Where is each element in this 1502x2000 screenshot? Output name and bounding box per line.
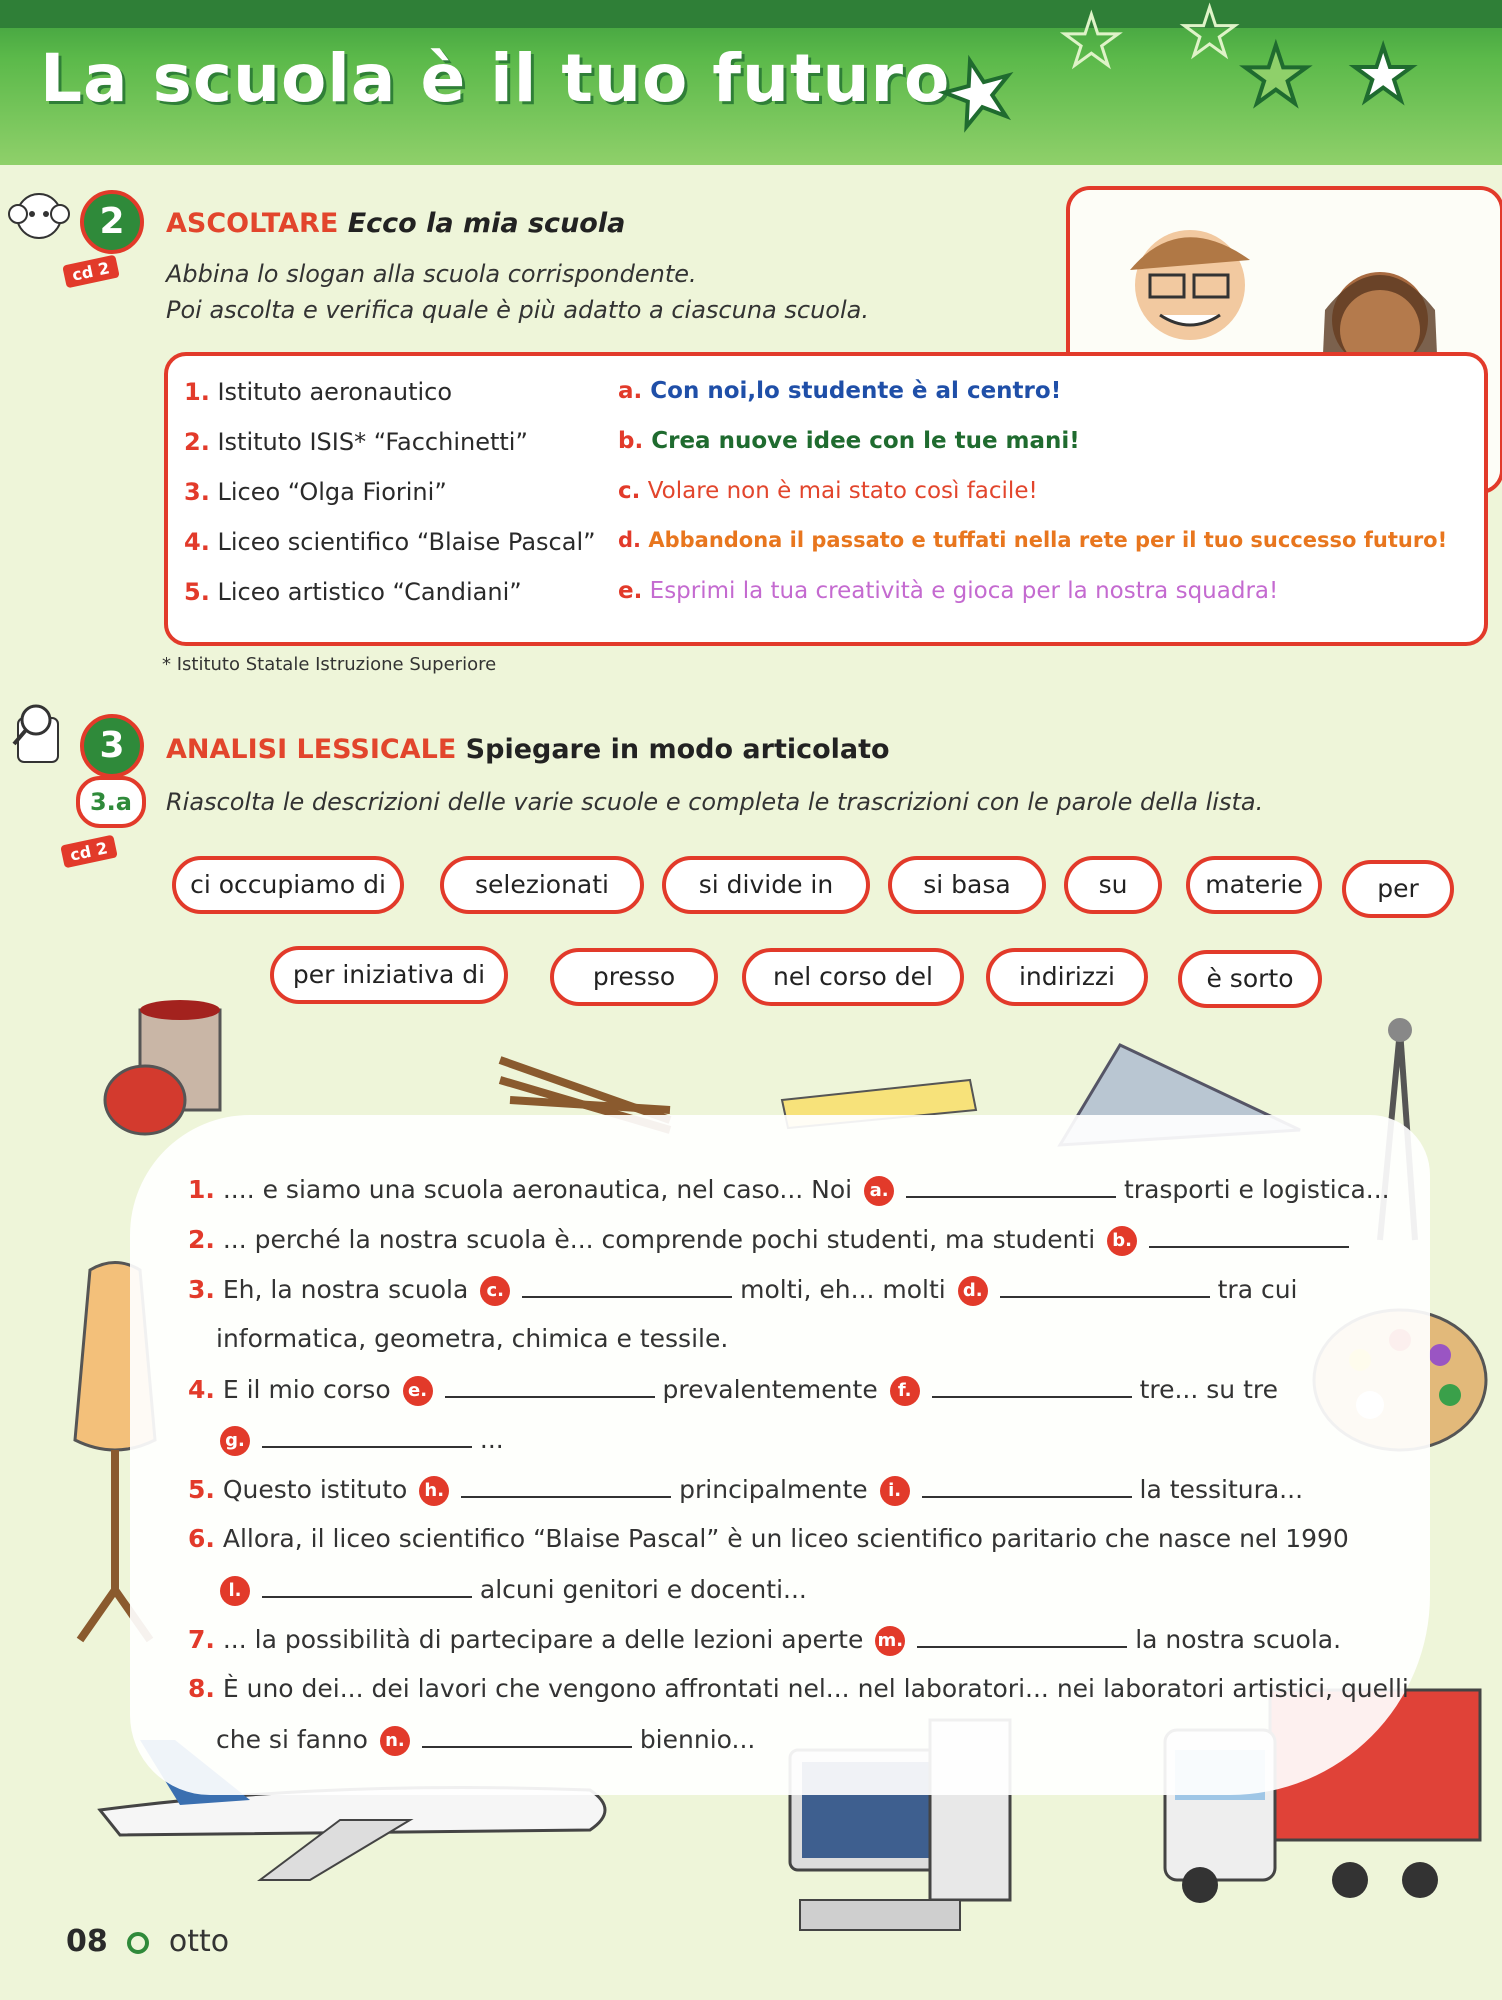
- page-word: otto: [168, 1924, 230, 1959]
- word-chip: nel corso del: [742, 948, 964, 1006]
- star-icon: ★: [928, 34, 1029, 152]
- exercise-heading: [166, 734, 890, 765]
- sentence-line: 5. Questo istituto h. principalmente i. la tessitura...: [188, 1475, 1304, 1504]
- footnote: * Istituto Statale Istruzione Superiore: [162, 654, 497, 675]
- blank-letter-badge: g.: [220, 1426, 250, 1456]
- answer-blank[interactable]: [461, 1474, 671, 1498]
- sentence-line: 2. ... perché la nostra scuola è... comprende pochi studenti, ma studenti b.: [188, 1224, 1349, 1256]
- school-item: 3. Liceo “Olga Fiorini”: [184, 478, 447, 506]
- answer-blank[interactable]: [422, 1724, 632, 1748]
- blank-letter-badge: m.: [875, 1626, 905, 1656]
- star-icon: ★: [1060, 0, 1123, 82]
- page-number: 08: [66, 1924, 108, 1959]
- sentence-line: 7. ... la possibilità di partecipare a delle lezioni aperte m. la nostra scuola.: [188, 1625, 1342, 1654]
- page-title: La scuola è il tuo futuro: [40, 40, 951, 117]
- sentence-line: g. ...: [216, 1424, 504, 1456]
- sentence-line: l. alcuni genitori e docenti...: [216, 1574, 807, 1606]
- listen-icon: [4, 184, 74, 254]
- word-chip: si divide in: [662, 856, 870, 914]
- answer-blank[interactable]: [262, 1574, 472, 1598]
- answer-blank[interactable]: [262, 1424, 472, 1448]
- sentence-line: 3. Eh, la nostra scuola c. molti, eh... molti d. tra cui: [188, 1275, 1298, 1304]
- word-chip: indirizzi: [986, 948, 1148, 1006]
- blank-letter-badge: c.: [480, 1276, 510, 1306]
- word-chip: si basa: [888, 856, 1046, 914]
- bullet-icon: [127, 1932, 149, 1954]
- sentence-line: 8. È uno dei... dei lavori che vengono affrontati nel... nel laboratori... nei laboratori artistici, quelli: [188, 1674, 1409, 1703]
- cd-label: cd 2: [62, 255, 119, 289]
- instruction-line: Poi ascolta e verifica quale è più adatto a ciascuna scuola.: [166, 296, 869, 324]
- word-chip: selezionati: [440, 856, 644, 914]
- cd-label: cd 2: [60, 835, 117, 869]
- star-icon: ★: [1180, 0, 1240, 71]
- word-chip: su: [1064, 856, 1162, 914]
- word-chip: ci occupiamo di: [172, 856, 404, 914]
- blank-letter-badge: l.: [220, 1576, 250, 1606]
- instruction-line: Riascolta le descrizioni delle varie scuole e completa le trascrizioni con le parole della lista.: [166, 788, 1264, 816]
- school-item: 5. Liceo artistico “Candiani”: [184, 578, 522, 606]
- slogan-item: b. Crea nuove idee con le tue mani!: [618, 428, 1080, 454]
- sentence-line: informatica, geometra, chimica e tessile.: [216, 1324, 729, 1353]
- magnifier-icon: [6, 700, 72, 770]
- instruction-line: Abbina lo slogan alla scuola corrispondente.: [166, 260, 697, 288]
- blank-letter-badge: h.: [419, 1476, 449, 1506]
- exercise-title: Spiegare in modo articolato: [465, 734, 890, 765]
- exercise-heading: [166, 208, 625, 239]
- page-footer: [66, 1924, 229, 1959]
- word-chip: presso: [550, 948, 718, 1006]
- exercise-number-badge: 3: [80, 714, 144, 778]
- sentence-line: 1. .... e siamo una scuola aeronautica, nel caso... Noi a. trasporti e logistica...: [188, 1175, 1390, 1204]
- answer-blank[interactable]: [917, 1624, 1127, 1648]
- header-band: [0, 0, 1502, 28]
- blank-letter-badge: a.: [864, 1176, 894, 1206]
- blank-letter-badge: n.: [380, 1726, 410, 1756]
- exercise-number-badge: 2: [80, 190, 144, 254]
- school-item: 1. Istituto aeronautico: [184, 378, 453, 406]
- slogan-item: c. Volare non è mai stato così facile!: [618, 478, 1038, 504]
- answer-blank[interactable]: [932, 1374, 1132, 1398]
- slogan-item: a. Con noi,lo studente è al centro!: [618, 378, 1062, 404]
- sub-exercise-badge: 3.a: [76, 776, 146, 828]
- exercise-label: ANALISI LESSICALE: [166, 734, 457, 765]
- sentence-line: che si fanno n. biennio...: [216, 1725, 756, 1754]
- sentence-line: 4. E il mio corso e. prevalentemente f. tre... su tre: [188, 1375, 1278, 1404]
- answer-blank[interactable]: [1000, 1274, 1210, 1298]
- blank-letter-badge: e.: [403, 1376, 433, 1406]
- star-icon: ★: [1350, 32, 1417, 118]
- blank-letter-badge: d.: [958, 1276, 988, 1306]
- star-icon: ★: [1240, 29, 1312, 122]
- word-chip: per: [1342, 860, 1454, 918]
- sentence-line: 6. Allora, il liceo scientifico “Blaise Pascal” è un liceo scientifico paritario che nasce nel 1990: [188, 1524, 1349, 1553]
- blank-letter-badge: i.: [880, 1476, 910, 1506]
- answer-blank[interactable]: [445, 1374, 655, 1398]
- answer-blank[interactable]: [922, 1474, 1132, 1498]
- answer-blank[interactable]: [522, 1274, 732, 1298]
- exercise-label: ASCOLTARE: [166, 208, 339, 239]
- school-item: 4. Liceo scientifico “Blaise Pascal”: [184, 528, 596, 556]
- school-item: 2. Istituto ISIS* “Facchinetti”: [184, 428, 528, 456]
- slogan-item: e. Esprimi la tua creatività e gioca per la nostra squadra!: [618, 578, 1279, 604]
- answer-blank[interactable]: [906, 1174, 1116, 1198]
- word-chip: materie: [1186, 856, 1322, 914]
- word-chip: è sorto: [1178, 950, 1322, 1008]
- exercise-title: Ecco la mia scuola: [347, 208, 626, 239]
- blank-letter-badge: b.: [1107, 1226, 1137, 1256]
- word-chip: per iniziativa di: [270, 946, 508, 1004]
- blank-letter-badge: f.: [890, 1376, 920, 1406]
- slogan-item: d. Abbandona il passato e tuffati nella rete per il tuo successo futuro!: [618, 528, 1448, 552]
- answer-blank[interactable]: [1149, 1224, 1349, 1248]
